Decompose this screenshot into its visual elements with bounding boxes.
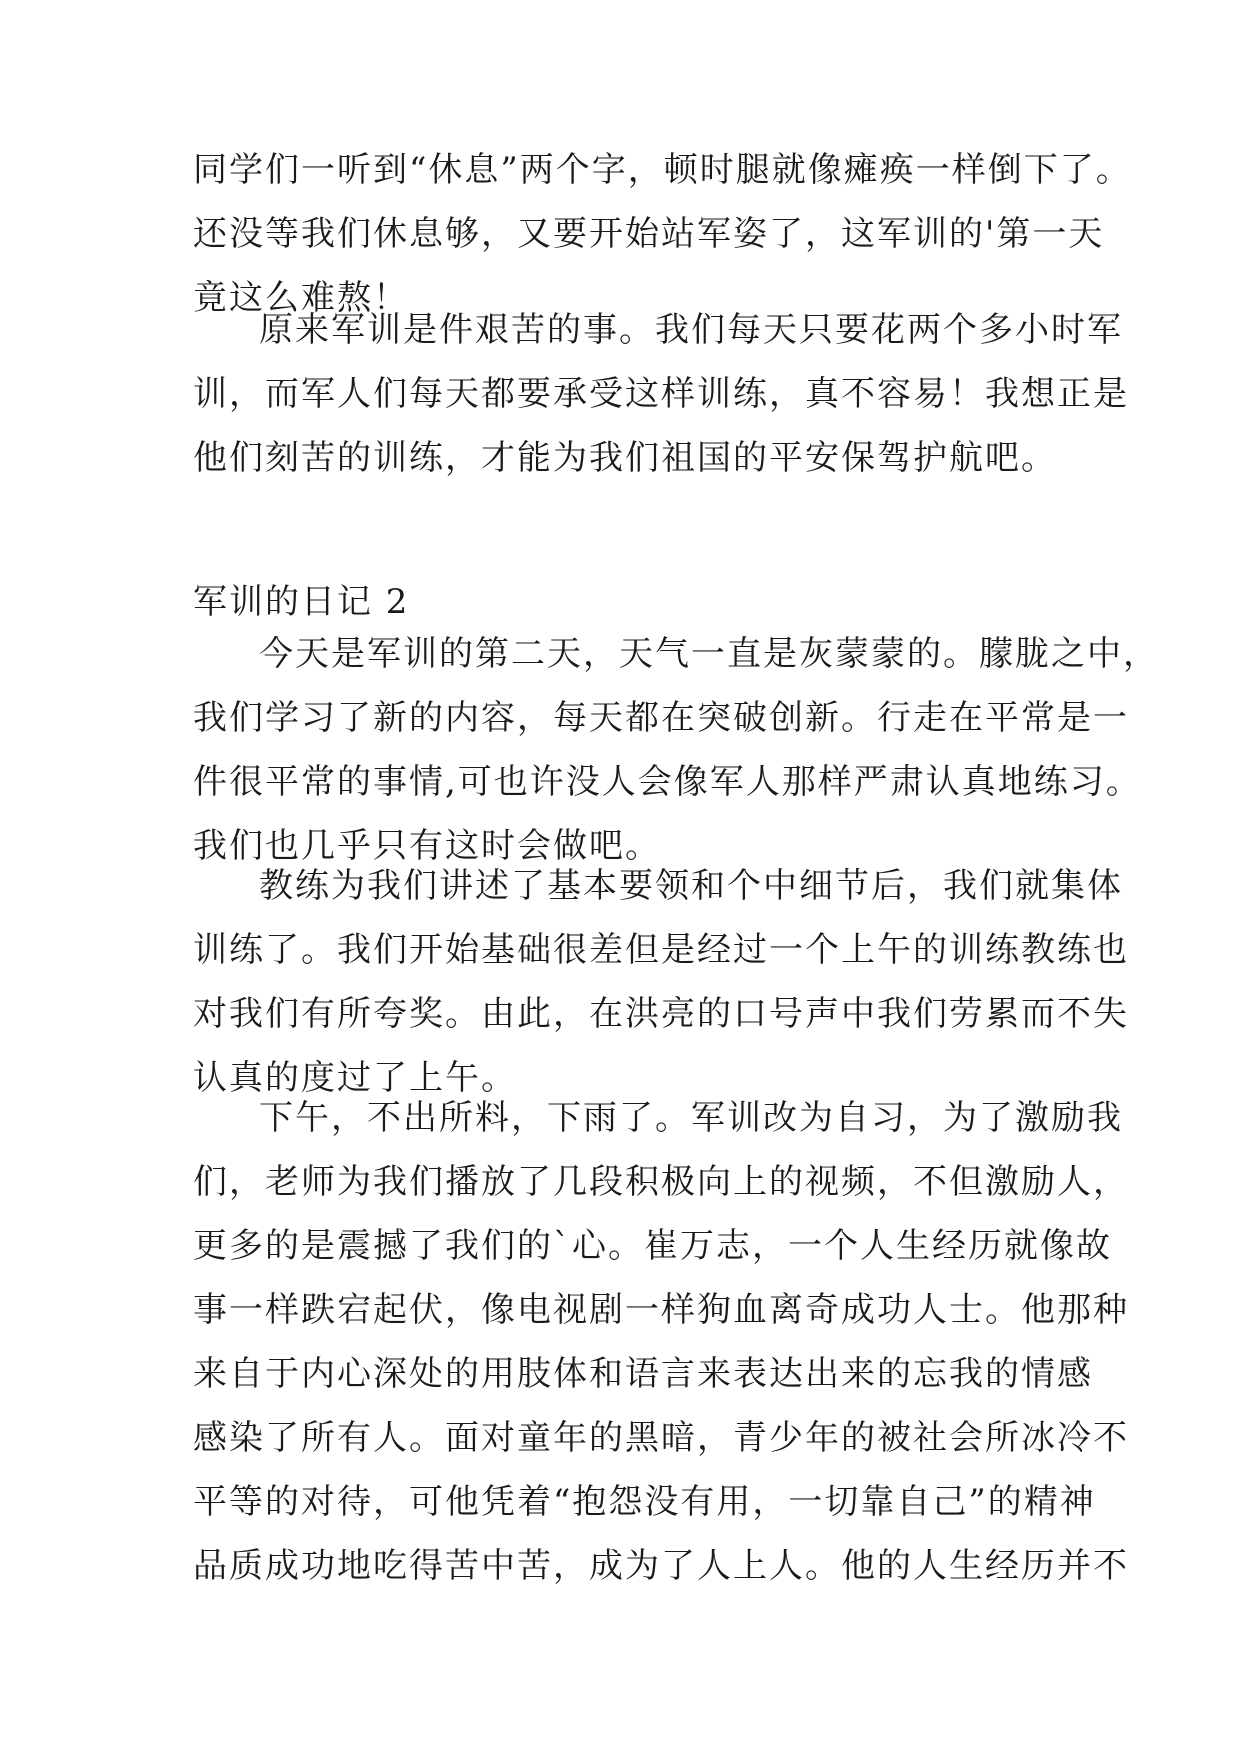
text-line: 竟这么难熬！: [193, 278, 409, 318]
text-line: 对我们有所夸奖。由此，在洪亮的口号声中我们劳累而不失: [193, 994, 1129, 1034]
text-line: 今天是军训的第二天，天气一直是灰蒙蒙的。朦胧之中，: [259, 634, 1159, 674]
text-line: 训练了。我们开始基础很差但是经过一个上午的训练教练也: [193, 930, 1129, 970]
text-line: 下午，不出所料，下雨了。军训改为自习，为了激励我: [259, 1098, 1123, 1138]
text-line: 们，老师为我们播放了几段积极向上的视频，不但激励人，: [193, 1162, 1129, 1202]
text-line: 感染了所有人。面对童年的黑暗，青少年的被社会所冰冷不: [193, 1418, 1129, 1458]
text-line: 平等的对待，可他凭着“抱怨没有用，一切靠自己”的精神: [193, 1482, 1096, 1522]
paragraph-coach: [193, 854, 1129, 1110]
text-line: 更多的是震撼了我们的`心。崔万志，一个人生经历就像故: [193, 1226, 1112, 1266]
text-line: 他们刻苦的训练，才能为我们祖国的平安保驾护航吧。: [193, 438, 1057, 478]
text-line: 认真的度过了上午。: [193, 1058, 517, 1098]
text-line: 教练为我们讲述了基本要领和个中细节后，我们就集体: [259, 866, 1123, 906]
paragraph-day-two: [193, 622, 1159, 878]
text-line: 我们也几乎只有这时会做吧。: [193, 826, 661, 866]
text-line: 训，而军人们每天都要承受这样训练，真不容易！我想正是: [193, 374, 1129, 414]
text-line: 品质成功地吃得苦中苦，成为了人上人。他的人生经历并不: [193, 1546, 1129, 1586]
paragraph-afternoon: [193, 1086, 1129, 1598]
text-line: 还没等我们休息够，又要开始站军姿了，这军训的'第一天: [193, 214, 1105, 254]
section-heading: 军训的日记 2: [193, 582, 410, 622]
text-line: 事一样跌宕起伏，像电视剧一样狗血离奇成功人士。他那种: [193, 1290, 1129, 1330]
text-line: 我们学习了新的内容，每天都在突破创新。行走在平常是一: [193, 698, 1129, 738]
paragraph-hardship: [193, 298, 1129, 490]
text-line: 同学们一听到“休息”两个字，顿时腿就像瘫痪一样倒下了。: [193, 150, 1132, 190]
text-line: 来自于内心深处的用肢体和语言来表达出来的忘我的情感: [193, 1354, 1093, 1394]
text-line: 件很平常的事情,可也许没人会像军人那样严肃认真地练习。: [193, 762, 1142, 802]
text-line: 原来军训是件艰苦的事。我们每天只要花两个多小时军: [259, 310, 1123, 350]
